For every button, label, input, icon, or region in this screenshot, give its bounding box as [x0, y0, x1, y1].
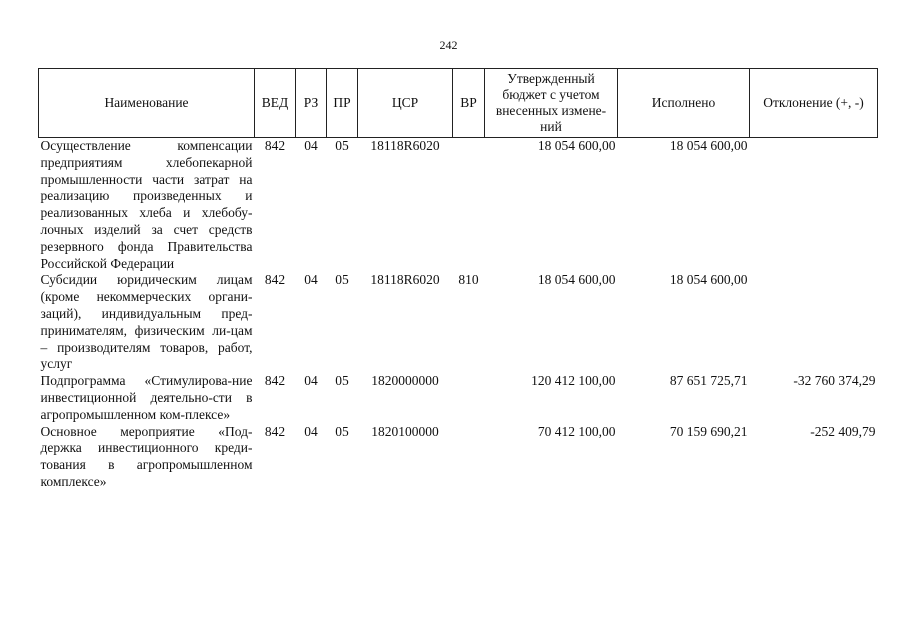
row-ved: 842 — [264, 138, 286, 153]
budget-table — [38, 68, 878, 491]
page-number: 242 — [439, 38, 458, 52]
table-row — [39, 424, 878, 491]
row-ved: 842 — [264, 272, 286, 288]
header-csr: ЦСР — [358, 69, 453, 138]
table-header-row — [39, 69, 878, 138]
table-row — [39, 373, 878, 423]
row-approved: 120 412 100,00 — [531, 373, 616, 389]
row-executed: 87 651 725,71 — [669, 373, 748, 389]
row-ved: 842 — [264, 373, 286, 389]
row-pr: 05 — [335, 373, 349, 389]
table-row — [39, 272, 878, 373]
row-csr: 18118R6020 — [370, 272, 440, 288]
row-name: Основное мероприятие «Под-держка инвестиционного креди-тования в агропромышленном комплексе» — [40, 423, 253, 489]
row-executed: 18 054 600,00 — [669, 272, 748, 288]
header-vr: ВР — [453, 69, 485, 138]
header-ved: ВЕД — [255, 69, 296, 138]
row-vr — [453, 138, 485, 273]
row-approved: 70 412 100,00 — [537, 423, 616, 439]
row-name: Субсидии юридическим лицам (кроме некоммерческих органи-заций), индивидуальным пред-принимателям, физическим ли-цам – производителям товаров, работ, услуг — [40, 272, 253, 372]
row-pr: 05 — [335, 423, 349, 439]
row-deviation — [750, 138, 878, 273]
header-rz: РЗ — [296, 69, 327, 138]
header-deviation: Отклонение (+, -) — [750, 69, 878, 138]
row-pr: 05 — [335, 138, 349, 153]
row-ved: 842 — [264, 423, 286, 439]
row-vr — [453, 373, 485, 423]
row-csr: 18118R6020 — [370, 138, 440, 153]
row-vr — [453, 424, 485, 491]
row-csr: 1820000000 — [371, 373, 439, 389]
row-rz: 04 — [304, 138, 318, 153]
row-executed: 70 159 690,21 — [669, 423, 748, 439]
header-name: Наименование — [39, 69, 255, 138]
row-pr: 05 — [335, 272, 349, 288]
row-name: Подпрограмма «Стимулирова-ние инвестиционной деятельно-сти в агропромышленном ком-плексе» — [40, 373, 253, 422]
row-deviation — [750, 272, 878, 373]
row-approved: 18 054 600,00 — [537, 138, 616, 153]
row-rz: 04 — [304, 272, 318, 288]
row-rz: 04 — [304, 373, 318, 389]
row-rz: 04 — [304, 423, 318, 439]
row-csr: 1820100000 — [371, 423, 439, 439]
header-pr: ПР — [327, 69, 358, 138]
row-executed: 18 054 600,00 — [669, 138, 748, 153]
header-executed: Исполнено — [618, 69, 750, 138]
row-vr: 810 — [458, 272, 479, 288]
table-row — [39, 138, 878, 273]
row-deviation: -252 409,79 — [810, 423, 876, 439]
row-approved: 18 054 600,00 — [537, 272, 616, 288]
row-name: Осуществление компенсации предприятиям хлебопекарной промышленности части затрат на реализацию произведенных и реализованных хлеба и хлебобу-лочных изделий за счет средств резервного фонда Правительства Российской Федерации — [40, 138, 253, 271]
header-approved-budget: Утвержденный бюджет с учетом внесенных измене-ний — [485, 69, 618, 138]
row-deviation: -32 760 374,29 — [793, 373, 876, 389]
